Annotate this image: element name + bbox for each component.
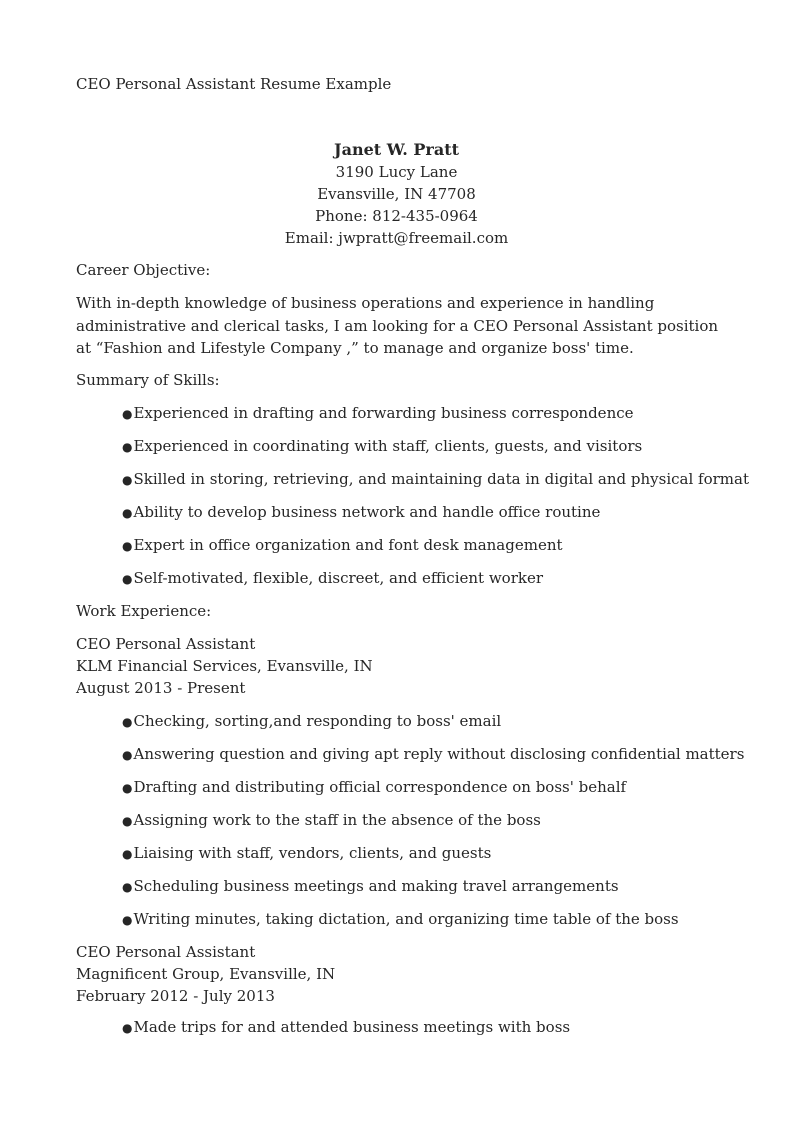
duty-item: ●Liaising with staff, vendors, clients, and guests	[122, 844, 492, 862]
bullet-icon: ●	[122, 781, 133, 795]
experience-heading: Work Experience:	[76, 602, 212, 620]
bullet-icon: ●	[122, 407, 133, 421]
duty-item: ●Drafting and distributing official correspondence on boss' behalf	[122, 778, 627, 796]
address-line-1: 3190 Lucy Lane	[335, 163, 458, 181]
skill-item: ●Ability to develop business network and handle office routine	[122, 503, 601, 521]
phone-number: Phone: 812-435-0964	[315, 207, 478, 225]
duty-item: ●Made trips for and attended business meetings with boss	[122, 1018, 571, 1036]
duty-item: ●Answering question and giving apt reply without disclosing confidential matters	[122, 745, 745, 763]
duty-item: ●Assigning work to the staff in the absence of the boss	[122, 811, 541, 829]
address-line-2: Evansville, IN 47708	[317, 185, 476, 203]
skill-item: ●Experienced in coordinating with staff, clients, guests, and visitors	[122, 437, 643, 455]
email-address: Email: jwpratt@freemail.com	[284, 229, 509, 247]
bullet-icon: ●	[122, 715, 133, 729]
skills-heading: Summary of Skills:	[76, 371, 220, 389]
bullet-icon: ●	[122, 1021, 133, 1035]
objective-heading: Career Objective:	[76, 261, 211, 279]
duty-item: ●Writing minutes, taking dictation, and organizing time table of the boss	[122, 910, 679, 928]
objective-text: With in-depth knowledge of business operations and experience in handling administrative and clerical tasks, I am looking for a CEO Personal Assistant position at “Fashion and Lifestyle Company ,” to manage and organize boss' time.	[76, 294, 719, 357]
bullet-icon: ●	[122, 913, 133, 927]
bullet-icon: ●	[122, 814, 133, 828]
bullet-icon: ●	[122, 748, 133, 762]
skill-item: ●Self-motivated, flexible, discreet, and efficient worker	[122, 569, 544, 587]
job-company: Magnificent Group, Evansville, IN	[76, 965, 336, 983]
bullet-icon: ●	[122, 880, 133, 894]
bullet-icon: ●	[122, 506, 133, 520]
bullet-icon: ●	[122, 539, 133, 553]
job-title: CEO Personal Assistant	[76, 943, 256, 961]
skill-item: ●Experienced in drafting and forwarding business correspondence	[122, 404, 634, 422]
skill-item: ●Skilled in storing, retrieving, and maintaining data in digital and physical format	[122, 470, 749, 488]
job-company: KLM Financial Services, Evansville, IN	[76, 657, 373, 675]
job-dates: February 2012 - July 2013	[76, 987, 275, 1005]
bullet-icon: ●	[122, 473, 133, 487]
duty-item: ●Checking, sorting,and responding to boss' email	[122, 712, 502, 730]
duty-item: ●Scheduling business meetings and making travel arrangements	[122, 877, 619, 895]
bullet-icon: ●	[122, 847, 133, 861]
bullet-icon: ●	[122, 572, 133, 586]
bullet-icon: ●	[122, 440, 133, 454]
skill-item: ●Expert in office organization and font desk management	[122, 536, 563, 554]
document-title: CEO Personal Assistant Resume Example	[76, 75, 392, 93]
job-dates: August 2013 - Present	[76, 679, 246, 697]
candidate-name: Janet W. Pratt	[334, 140, 459, 159]
job-title: CEO Personal Assistant	[76, 635, 256, 653]
